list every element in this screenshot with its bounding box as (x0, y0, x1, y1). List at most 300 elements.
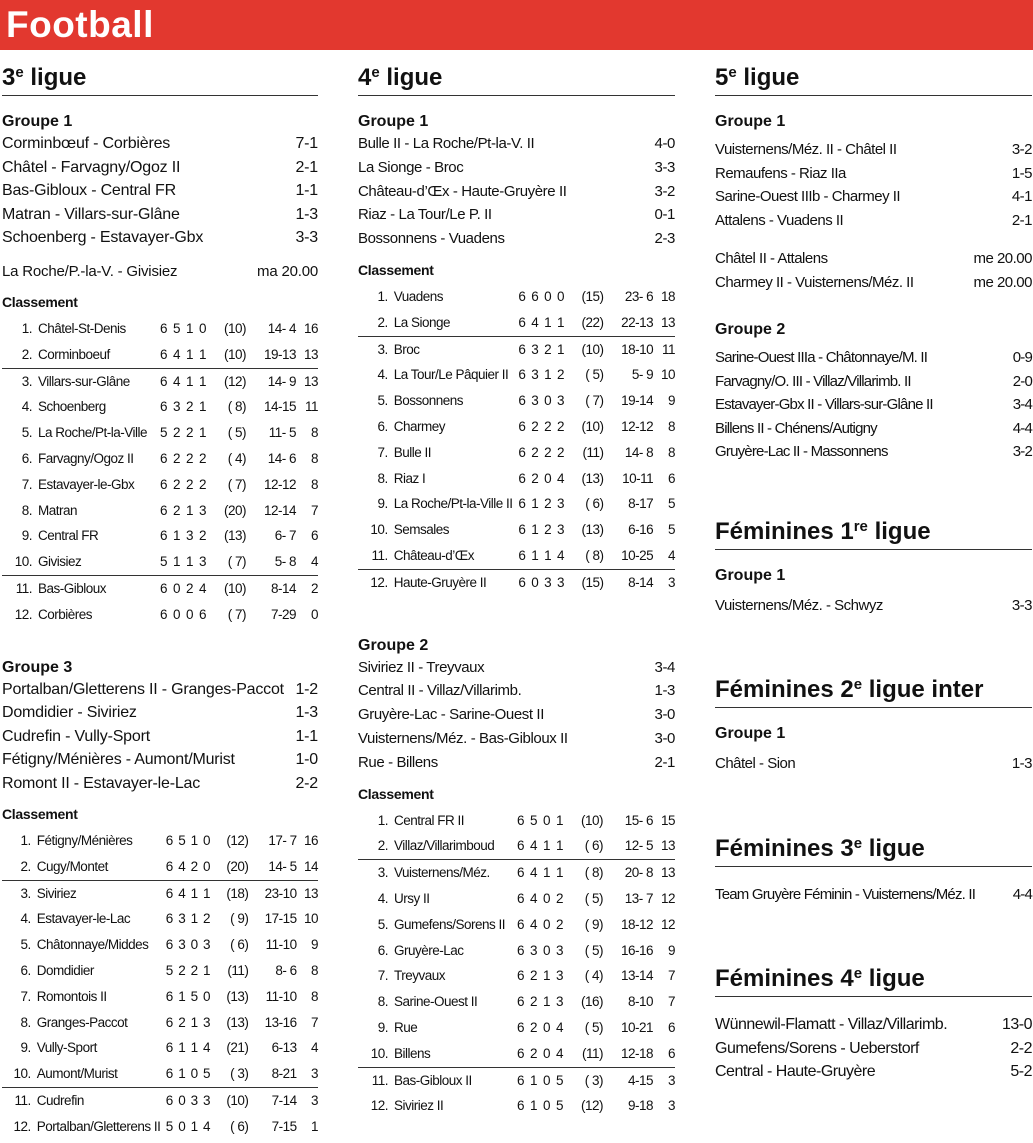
standings-row (358, 362, 675, 388)
points-cell: 3 (667, 574, 675, 590)
results-list (358, 132, 675, 251)
result-row (358, 727, 675, 751)
classement-title: Classement (2, 806, 78, 823)
played-cell: 6 (159, 399, 167, 415)
lost-cell: 3 (203, 1093, 211, 1109)
league-suffix: ligue (736, 64, 800, 91)
rank-cell: 2. (2, 342, 38, 368)
standings-row (2, 1114, 318, 1140)
rank-cell: 12. (13, 1118, 31, 1134)
lost-cell: 2 (555, 916, 563, 932)
match-label: Remaufens - Riaz IIa (715, 164, 846, 182)
points-cell: 3 (297, 1061, 318, 1087)
drawn-cell: 0 (544, 470, 552, 486)
won-cell: 3 (178, 911, 186, 927)
goals-cell: 9-18 (627, 1098, 653, 1114)
penalty-cell: ( 7) (212, 549, 246, 575)
lost-cell: 1 (203, 885, 211, 901)
played-cell: 6 (165, 833, 173, 849)
rank-cell: 1. (377, 288, 388, 304)
won-cell: 4 (529, 865, 537, 881)
won-cell: 4 (524, 833, 537, 859)
goals-cell: 11- 5 (268, 425, 296, 441)
drawn-cell: 1 (542, 994, 550, 1010)
standings-row (2, 828, 318, 854)
league-number: 3 (2, 64, 16, 91)
result-row (715, 185, 1032, 209)
match-label: Châtel II - Attalens (715, 250, 828, 267)
match-label: Siviriez II - Treyvaux (358, 658, 485, 676)
rank-cell: 2. (2, 854, 37, 880)
result-row (2, 678, 318, 702)
result-row (715, 440, 1032, 464)
rank-cell: 6. (377, 418, 388, 434)
penalty-cell: (10) (212, 342, 246, 368)
penalty-cell: (21) (226, 1040, 249, 1056)
lost-cell: 5 (555, 1098, 563, 1114)
result-row (715, 752, 1032, 776)
match-label: Charmey II - Vuisternens/Méz. II (715, 273, 914, 291)
team-cell: La Roche/Pt-la-Ville (38, 425, 148, 441)
results-list (2, 678, 318, 796)
points-cell: 6 (667, 1019, 675, 1035)
match-score: 4-4 (1012, 885, 1032, 903)
drawn-cell: 2 (544, 418, 552, 434)
penalty-cell: (15) (581, 574, 604, 590)
penalty-cell: ( 8) (570, 543, 604, 569)
match-score: 1-3 (1011, 755, 1032, 772)
rank-cell: 5. (20, 937, 31, 953)
team-cell: Fétigny/Ménières (36, 833, 133, 849)
page-banner (0, 0, 1033, 50)
played-cell: 6 (165, 1093, 173, 1109)
won-cell: 4 (525, 310, 538, 336)
drawn-cell: 0 (190, 937, 198, 953)
team-cell: Charmey (393, 418, 445, 434)
lost-cell: 3 (555, 942, 563, 958)
result-row (358, 703, 675, 727)
standings-row (2, 1035, 318, 1061)
team-cell: Corminboeuf (38, 342, 154, 368)
match-label: Romont II - Estavayer-le-Lac (2, 774, 201, 792)
won-cell: 2 (531, 418, 539, 434)
penalty-cell: ( 8) (227, 399, 246, 415)
match-label: Wünnewil-Flamatt - Villaz/Villarimb. (715, 1016, 948, 1033)
points-cell: 4 (653, 543, 675, 569)
team-cell: Bulle II (393, 444, 431, 460)
points-cell: 15 (660, 812, 675, 828)
played-cell: 6 (516, 812, 524, 828)
standings-row (358, 336, 675, 362)
lost-cell: 3 (203, 937, 211, 953)
lost-cell: 4 (551, 543, 564, 569)
goals-cell: 16-16 (620, 942, 653, 958)
penalty-cell: (22) (570, 310, 604, 336)
match-score: 4-4 (1012, 419, 1032, 437)
played-cell: 5 (165, 963, 173, 979)
penalty-cell: (12) (223, 373, 246, 389)
standings-row (2, 1010, 318, 1036)
team-cell: Château-d’Œx (394, 543, 513, 569)
drawn-cell: 1 (190, 1040, 198, 1056)
column-4e-ligue (358, 60, 675, 1119)
match-label: La Roche/P.-la-V. - Givisiez (2, 262, 178, 280)
goals-cell: 8-14 (270, 580, 296, 596)
lost-cell: 4 (550, 1041, 563, 1067)
points-cell: 12 (660, 916, 675, 932)
played-cell: 6 (159, 373, 167, 389)
standings-row (358, 912, 675, 938)
drawn-cell: 0 (542, 1019, 550, 1035)
points-cell: 3 (310, 1093, 318, 1109)
standings-row (2, 906, 318, 932)
played-cell: 6 (160, 1061, 172, 1087)
team-cell: Givisiez (38, 549, 154, 575)
won-cell: 5 (529, 812, 537, 828)
team-cell: Billens (394, 1041, 511, 1067)
result-row (715, 1037, 1032, 1061)
goals-cell: 6-13 (271, 1040, 297, 1056)
lost-cell: 1 (555, 865, 563, 881)
standings-row (2, 549, 318, 575)
won-cell: 1 (531, 496, 539, 512)
standings-table (2, 828, 318, 1140)
scheduled-match (715, 271, 1032, 295)
standings-row (2, 602, 318, 628)
drawn-cell: 1 (185, 373, 193, 389)
lost-cell: 0 (203, 988, 211, 1004)
rank-cell: 11. (358, 543, 394, 569)
played-cell: 6 (511, 833, 524, 859)
scheduled-match (2, 260, 318, 284)
played-cell: 6 (516, 942, 524, 958)
drawn-cell: 2 (544, 444, 552, 460)
match-label: Gruyère-Lac II - Massonnens (715, 443, 888, 460)
page-title: Football (6, 4, 154, 45)
standings-row (2, 575, 318, 601)
played-cell: 6 (160, 854, 172, 880)
match-score: 3-3 (295, 229, 318, 246)
won-cell: 2 (529, 1019, 537, 1035)
points-cell: 18 (660, 288, 675, 304)
points-cell: 11 (304, 399, 318, 415)
drawn-cell: 0 (542, 942, 550, 958)
match-score: 2-1 (295, 158, 318, 176)
drawn-cell: 1 (538, 543, 551, 569)
won-cell: 4 (529, 890, 537, 906)
result-row (2, 701, 318, 725)
result-row (2, 132, 318, 156)
goals-cell: 23-10 (264, 885, 297, 901)
team-cell: Aumont/Murist (37, 1061, 161, 1087)
rank-cell: 12. (370, 1098, 388, 1114)
lost-cell: 4 (555, 1019, 563, 1035)
played-cell: 6 (513, 543, 526, 569)
rank-cell: 10. (2, 549, 38, 575)
results-list (715, 346, 1032, 464)
drawn-cell: 2 (185, 580, 193, 596)
league-heading (715, 514, 1032, 550)
rank-cell: 4. (377, 890, 388, 906)
team-cell: Bas-Gibloux II (394, 1072, 472, 1088)
won-cell: 1 (178, 988, 186, 1004)
lost-cell: 5 (198, 1061, 210, 1087)
rank-cell: 5. (377, 393, 388, 409)
rank-cell: 3. (377, 865, 388, 881)
team-cell: Central FR (38, 528, 99, 544)
points-cell: 8 (310, 988, 318, 1004)
result-row (2, 156, 318, 180)
group-title: Groupe 1 (715, 113, 786, 130)
won-cell: 2 (172, 476, 180, 492)
played-cell: 6 (165, 1014, 173, 1030)
drawn-cell: 1 (537, 833, 550, 859)
match-time: me 20.00 (973, 273, 1032, 291)
drawn-cell: 1 (190, 885, 198, 901)
penalty-cell: (13) (226, 988, 249, 1004)
played-cell: 6 (165, 937, 173, 953)
match-label: Vuisternens/Méz. - Bas-Gibloux II (358, 729, 568, 747)
played-cell: 6 (516, 968, 524, 984)
team-cell: La Tour/Le Pâquier II (393, 367, 509, 383)
standings-row (2, 420, 318, 446)
goals-cell: 7-14 (271, 1093, 297, 1109)
match-score: 0-1 (654, 206, 675, 224)
penalty-cell: (20) (223, 502, 246, 518)
match-label: Riaz - La Tour/Le P. II (358, 206, 492, 224)
points-cell: 8 (310, 450, 318, 466)
match-label: Central II - Villaz/Villarimb. (358, 682, 522, 700)
standings-row (2, 854, 318, 880)
league-number: Féminines 3 (715, 834, 854, 862)
match-label: Bulle II - La Roche/Pt-la-V. II (358, 135, 535, 152)
standings-row (2, 880, 318, 906)
played-cell: 5 (159, 425, 167, 441)
standings-row (358, 989, 675, 1015)
result-row (358, 203, 675, 227)
team-cell: Vully-Sport (36, 1040, 97, 1056)
points-cell: 7 (667, 968, 675, 984)
rank-cell: 6. (377, 942, 388, 958)
played-cell: 5 (154, 549, 167, 575)
played-cell: 6 (159, 580, 167, 596)
results-list (715, 752, 1032, 776)
result-row (2, 748, 318, 772)
match-score: 1-0 (295, 751, 318, 769)
penalty-cell: ( 4) (584, 968, 603, 984)
won-cell: 1 (529, 1072, 537, 1088)
rank-cell: 7. (21, 476, 32, 492)
points-cell: 13 (653, 310, 675, 336)
result-row (715, 393, 1032, 417)
standings-row (2, 472, 318, 498)
standings-row (358, 1041, 675, 1067)
goals-cell: 12-12 (621, 418, 654, 434)
match-label: Gumefens/Sorens - Ueberstorf (715, 1039, 919, 1057)
won-cell: 1 (173, 1061, 185, 1087)
column-5e-ligue-feminines (715, 60, 1032, 1084)
results-list (715, 594, 1032, 618)
rank-cell: 8. (21, 502, 32, 518)
standings-row (2, 958, 318, 984)
goals-cell: 10-21 (620, 1019, 653, 1035)
goals-cell: 14- 5 (248, 854, 296, 880)
drawn-cell: 1 (544, 367, 552, 383)
played-cell: 6 (518, 470, 526, 486)
points-cell: 0 (310, 606, 318, 622)
lost-cell: 1 (198, 373, 206, 389)
standings-row (358, 963, 675, 989)
lost-cell: 4 (198, 580, 206, 596)
match-score: 4-0 (654, 135, 675, 152)
drawn-cell: 0 (542, 1098, 550, 1114)
won-cell: 3 (531, 367, 539, 383)
league-superscript: e (728, 64, 737, 81)
match-score: 4-1 (1011, 188, 1032, 205)
rank-cell: 1. (377, 812, 388, 828)
penalty-cell: ( 9) (584, 916, 603, 932)
won-cell: 3 (178, 937, 186, 953)
match-label: Vuisternens/Méz. - Schwyz (715, 596, 883, 614)
points-cell: 5 (667, 522, 675, 538)
match-score: 3-2 (1011, 141, 1032, 158)
played-cell: 6 (516, 1019, 524, 1035)
column-3e-ligue (2, 60, 318, 1140)
won-cell: 0 (178, 1118, 186, 1134)
team-cell: Gumefens/Sorens II (394, 916, 506, 932)
league-heading (715, 831, 1032, 867)
goals-cell: 19-13 (246, 342, 296, 368)
match-label: Matran - Villars-sur-Glâne (2, 205, 180, 223)
standings-row (358, 440, 675, 466)
league-heading (358, 60, 675, 96)
drawn-cell: 5 (190, 988, 198, 1004)
standings-row (2, 523, 318, 549)
league-number: Féminines 2 (715, 676, 854, 703)
lost-cell: 4 (556, 470, 564, 486)
standings-row (2, 498, 318, 524)
rank-cell: 2. (358, 833, 394, 859)
goals-cell: 8-14 (628, 574, 654, 590)
standings-row (2, 932, 318, 958)
won-cell: 2 (172, 450, 180, 466)
points-cell: 8 (310, 476, 318, 492)
league-suffix: ligue (862, 965, 925, 992)
goals-cell: 14- 6 (267, 450, 296, 466)
rank-cell: 8. (377, 470, 388, 486)
won-cell: 2 (178, 963, 186, 979)
goals-cell: 10-25 (604, 543, 654, 569)
result-row (2, 179, 318, 203)
match-score: 1-5 (1011, 164, 1032, 182)
match-time: ma 20.00 (257, 262, 318, 280)
rank-cell: 3. (377, 341, 388, 357)
won-cell: 1 (172, 528, 180, 544)
goals-cell: 12-12 (263, 476, 296, 492)
match-label: Fétigny/Ménières - Aumont/Murist (2, 751, 235, 769)
match-label: Estavayer-Gbx II - Villars-sur-Glâne II (715, 396, 933, 413)
points-cell: 4 (296, 549, 318, 575)
rank-cell: 2. (358, 310, 394, 336)
penalty-cell: ( 6) (585, 496, 604, 512)
played-cell: 6 (518, 574, 526, 590)
standings-row (358, 414, 675, 440)
won-cell: 1 (178, 1040, 186, 1056)
team-cell: Matran (38, 502, 78, 518)
match-label: Sarine-Ouest IIIa - Châtonnaye/M. II (715, 349, 928, 366)
won-cell: 0 (178, 1093, 186, 1109)
rank-cell: 12. (370, 574, 388, 590)
penalty-cell: ( 9) (230, 911, 249, 927)
match-label: Châtel - Farvagny/Ogoz II (2, 158, 181, 176)
match-label: Farvagny/O. III - Villaz/Villarimb. II (715, 372, 911, 390)
team-cell: Bossonnens (393, 393, 464, 409)
lost-cell: 2 (198, 476, 206, 492)
match-score: 1-3 (654, 682, 675, 700)
result-row (715, 417, 1032, 441)
match-score: 3-4 (1012, 396, 1032, 413)
goals-cell: 20- 8 (624, 865, 653, 881)
goals-cell: 13-16 (264, 1014, 297, 1030)
won-cell: 1 (529, 1098, 537, 1114)
standings-table (358, 808, 675, 1120)
rank-cell: 8. (377, 994, 388, 1010)
result-row (715, 138, 1032, 162)
penalty-cell: (18) (226, 885, 249, 901)
goals-cell: 14-15 (263, 399, 296, 415)
won-cell: 2 (529, 994, 537, 1010)
match-label: Central - Haute-Gruyère (715, 1063, 876, 1080)
team-cell: Châtonnaye/Middes (36, 937, 149, 953)
team-cell: Villaz/Villarimboud (394, 833, 511, 859)
goals-cell: 23- 6 (624, 288, 654, 304)
rank-cell: 7. (20, 988, 31, 1004)
standings-table (358, 284, 675, 596)
drawn-cell: 1 (542, 865, 550, 881)
goals-cell: 14- 9 (267, 373, 296, 389)
points-cell: 2 (310, 580, 318, 596)
lost-cell: 2 (555, 890, 563, 906)
drawn-cell: 0 (537, 1041, 550, 1067)
results-list (715, 883, 1032, 907)
standings-row (358, 543, 675, 569)
match-label: Domdidier - Siviriez (2, 704, 137, 722)
drawn-cell: 0 (544, 288, 552, 304)
result-row (358, 751, 675, 775)
league-superscript: e (853, 834, 863, 852)
points-cell: 8 (310, 963, 318, 979)
penalty-cell: (13) (581, 470, 604, 486)
won-cell: 2 (531, 444, 539, 460)
match-label: Team Gruyère Féminin - Vuisternens/Méz. II (715, 885, 976, 903)
goals-cell: 5- 8 (246, 549, 296, 575)
lost-cell: 2 (203, 911, 211, 927)
group-title: Groupe 1 (715, 566, 786, 584)
team-cell: Schoenberg (38, 399, 106, 415)
standings-row (358, 517, 675, 543)
played-cell: 6 (518, 288, 526, 304)
match-label: Portalban/Gletterens II - Granges-Paccot (2, 680, 284, 698)
drawn-cell: 3 (544, 574, 552, 590)
league-heading (715, 60, 1032, 96)
match-label: Rue - Billens (358, 753, 438, 771)
team-cell: Gruyère-Lac (394, 942, 464, 958)
played-cell: 6 (518, 418, 526, 434)
lost-cell: 2 (198, 528, 206, 544)
lost-cell: 4 (203, 1118, 211, 1134)
lost-cell: 1 (556, 341, 564, 357)
match-score: 3-0 (654, 706, 675, 724)
